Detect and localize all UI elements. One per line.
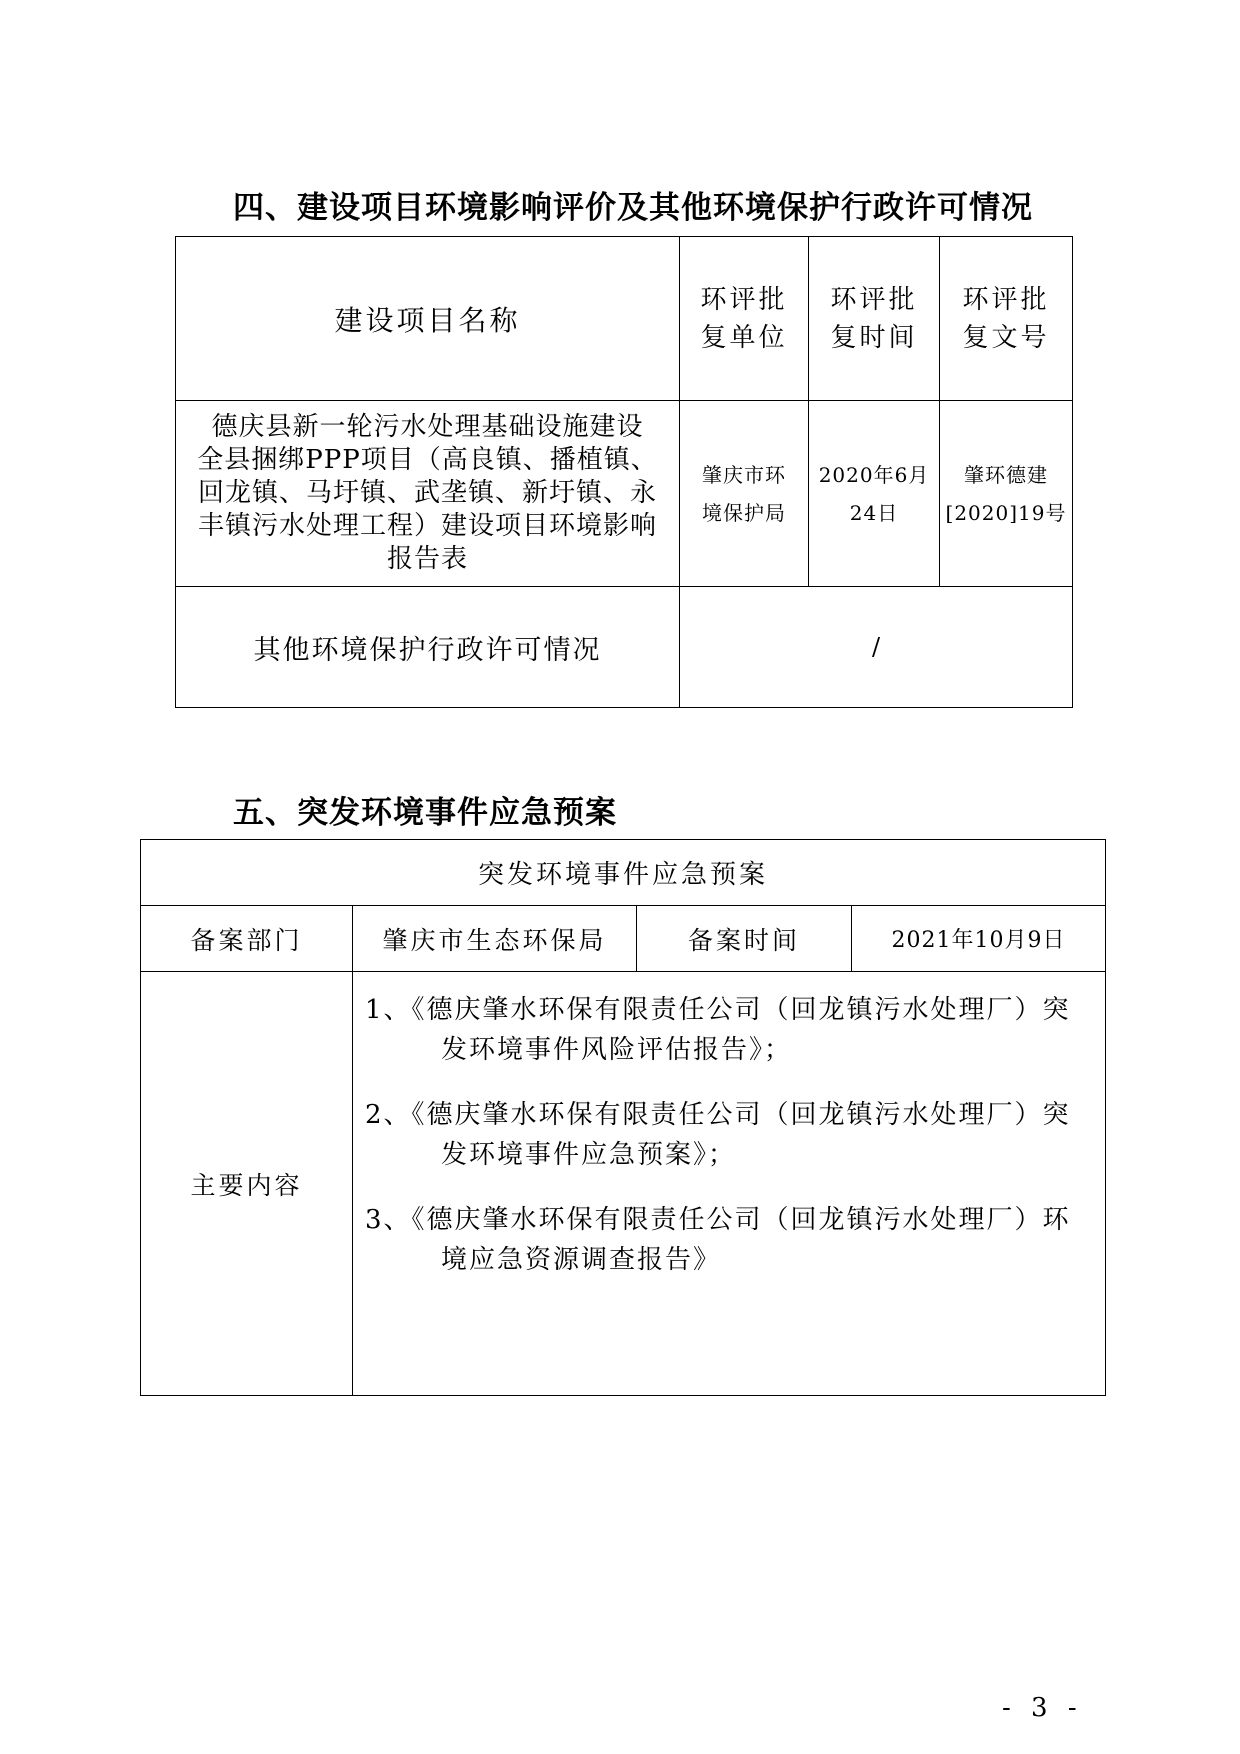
header-approval-doc: 环评批 复文号 <box>940 237 1073 401</box>
page-number: - 3 - <box>1002 1693 1083 1723</box>
eia-approval-table <box>175 236 1073 708</box>
project-name-cell: 德庆县新一轮污水处理基础设施建设 全县捆绑PPP项目（高良镇、播植镇、 回龙镇、马圩镇、武垄镇、新圩镇、永 丰镇污水处理工程）建设项目环境影响 报告表 <box>176 401 680 587</box>
section5-heading: 五、突发环境事件应急预案 <box>233 795 617 831</box>
list-item: 3、《德庆肇水环保有限责任公司（回龙镇污水处理厂）环 境应急资源调查报告》 <box>365 1205 1071 1275</box>
emergency-plan-title: 突发环境事件应急预案 <box>141 840 1106 906</box>
table-row <box>141 906 1106 972</box>
other-permit-value: / <box>680 587 1073 708</box>
filing-time-value: 2021年10月9日 <box>852 906 1106 972</box>
approval-unit-cell: 肇庆市环 境保护局 <box>680 401 809 587</box>
filing-dept-value: 肇庆市生态环保局 <box>353 906 637 972</box>
table-header-row <box>176 237 1073 401</box>
header-project-name: 建设项目名称 <box>176 237 680 401</box>
approval-time-cell: 2020年6月 24日 <box>809 401 940 587</box>
header-approval-unit: 环评批 复单位 <box>680 237 809 401</box>
table-title-row <box>141 840 1106 906</box>
content-label: 主要内容 <box>141 972 353 1396</box>
section4-heading: 四、建设项目环境影响评价及其他环境保护行政许可情况 <box>233 190 1033 226</box>
table-row <box>176 587 1073 708</box>
list-item: 2、《德庆肇水环保有限责任公司（回龙镇污水处理厂）突 发环境事件应急预案》； <box>365 1100 1071 1170</box>
content-list <box>353 972 1106 1396</box>
other-permit-label: 其他环境保护行政许可情况 <box>176 587 680 708</box>
header-approval-time: 环评批 复时间 <box>809 237 940 401</box>
list-item: 1、《德庆肇水环保有限责任公司（回龙镇污水处理厂）突 发环境事件风险评估报告》； <box>365 995 1071 1065</box>
emergency-plan-table <box>140 839 1106 1396</box>
approval-doc-cell: 肇环德建 [2020]19号 <box>940 401 1073 587</box>
filing-dept-label: 备案部门 <box>141 906 353 972</box>
filing-time-label: 备案时间 <box>637 906 852 972</box>
table-row <box>141 972 1106 1396</box>
table-row <box>176 401 1073 587</box>
